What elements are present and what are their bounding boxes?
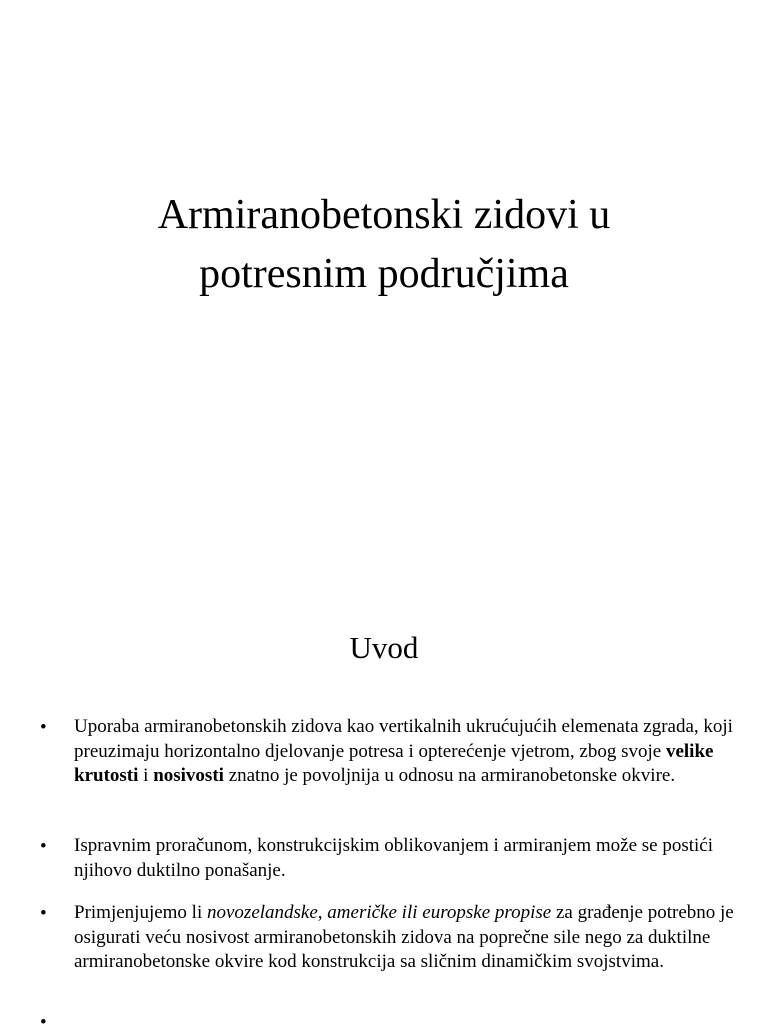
bullet-marker: • — [40, 1012, 47, 1033]
bullet-text-part: Primjenjujemo li — [74, 902, 207, 923]
bullet-text-part: Uporaba armiranobetonskih zidova kao vertikalnih ukrućujućih elemenata zgrada, koji preuzimaju horizontalno djelovanje potresa i opterećenje vjetrom, zbog svoje — [74, 716, 733, 762]
italic-term: novozelandske, američke ili europske propise — [207, 902, 552, 923]
bullet-text: Ispravnim proračunom, konstrukcijskim oblikovanjem i armiranjem može se postići njihovo duktilno ponašanje. — [74, 835, 713, 881]
bullet-text-part: i — [138, 765, 154, 786]
section-heading: Uvod — [349, 630, 419, 665]
bullet-text — [74, 715, 734, 789]
bold-term: velike krutosti — [74, 740, 714, 786]
bullet-marker: • — [40, 717, 47, 738]
slide-title-line-1: Armiranobetonski zidovi u — [157, 192, 611, 238]
bullet-marker: • — [40, 836, 47, 857]
bullet-text-part: za građenje potrebno je osigurati veću nosivost armiranobetonskih zidova na poprečne sile nego za duktilne armiranobetonske okvire kod konstrukcija sa sličnim dinamičkim svojstvima. — [74, 902, 734, 972]
slide-title-line-2: potresnim područjima — [199, 251, 569, 297]
bullet-text-part: znatno je povoljnija u odnosu na armiranobetonske okvire. — [223, 765, 676, 786]
bullet-marker: • — [40, 903, 47, 924]
bold-term: nosivosti — [153, 765, 224, 786]
bullet-text — [74, 901, 734, 975]
